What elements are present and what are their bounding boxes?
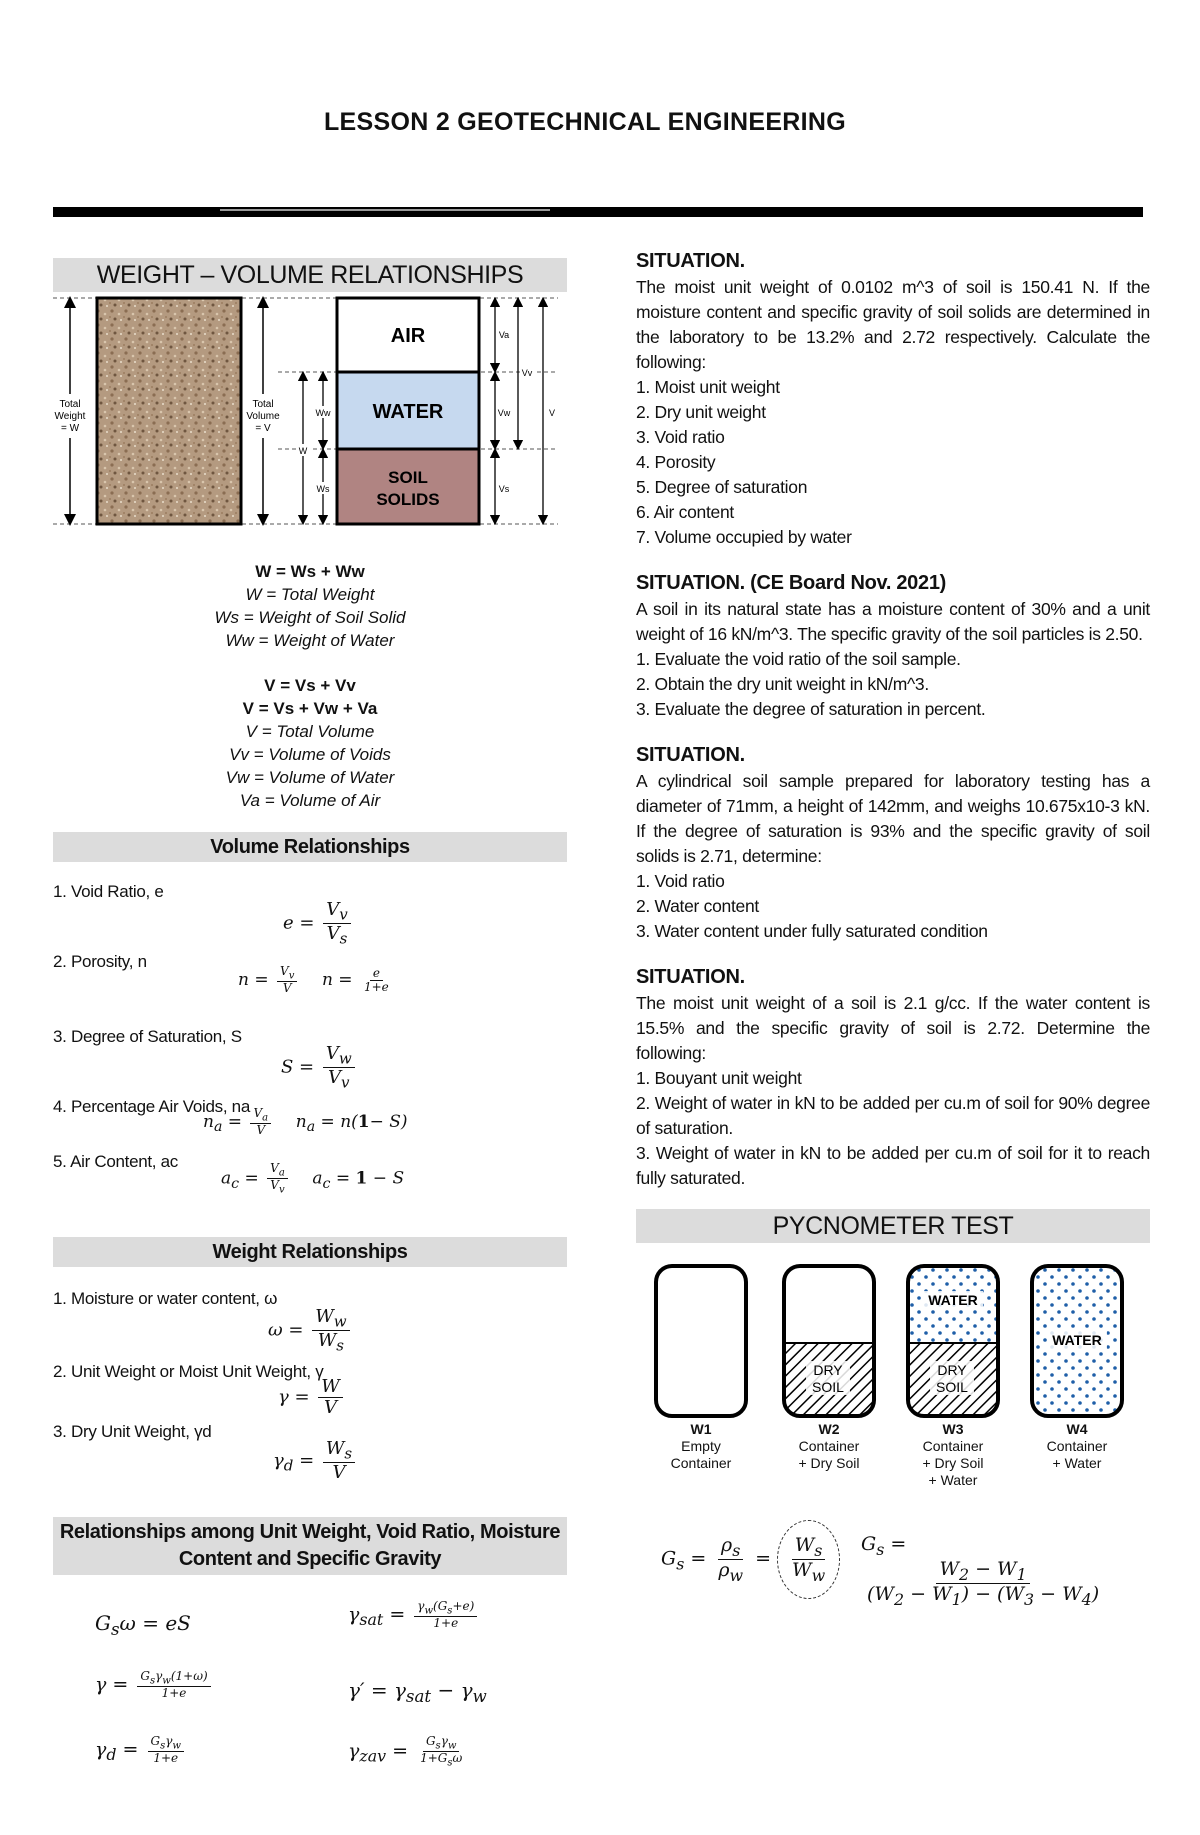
- weight-formulas: [53, 560, 567, 652]
- moist-unit-weight-formula: γ = $\frac{G_s\gamma_w(1+\omega)}{1+e}$: [95, 1670, 214, 1701]
- jar-label: W4 Container + Water: [1046, 1421, 1108, 1471]
- question-item: 6. Air content: [636, 502, 734, 522]
- zero-air-voids-formula: $\gamma_{zav}$ = $\frac{G_s\gamma_w}{1+G_s\omega}$: [348, 1734, 463, 1769]
- header-divider: [53, 207, 1143, 217]
- svg-text:SOIL: SOIL: [388, 468, 428, 487]
- svg-text:SOIL: SOIL: [812, 1379, 844, 1395]
- list-item: 5. Air Content, ac: [53, 1152, 179, 1171]
- situation-heading: SITUATION.: [636, 744, 745, 766]
- pycnometer-figure: [636, 1253, 1150, 1498]
- question-item: 3. Water content under fully saturated condition: [636, 921, 988, 941]
- saturated-unit-weight-formula: $\gamma_{sat}$ = $\frac{\gamma_w(G_s+e)}{1+e}$: [348, 1600, 480, 1631]
- svg-text:SOIL: SOIL: [936, 1379, 968, 1395]
- jar-label: W3 Container + Dry Soil + Water: [922, 1421, 984, 1488]
- list-item: 3. Degree of Saturation, S: [53, 1027, 242, 1046]
- svg-text:Weight: Weight: [54, 411, 86, 422]
- jar-label: W1 Empty Container: [670, 1421, 732, 1471]
- question-item: 2. Weight of water in kN to be added per cu.m of soil for 90% degree of saturation.: [636, 1093, 1150, 1138]
- svg-text:= V: = V: [255, 423, 271, 434]
- question-item: 4. Porosity: [636, 452, 716, 472]
- svg-text:WATER: WATER: [1052, 1332, 1102, 1348]
- buoyant-unit-weight-formula: $\gamma' = \gamma_{sat} - \gamma_w$: [348, 1678, 487, 1706]
- svg-text:Vs: Vs: [498, 484, 510, 494]
- pycnometer-jars: [636, 1253, 1150, 1433]
- list-item: 1. Moisture or water content, ω: [53, 1289, 278, 1308]
- question-item: 1. Void ratio: [636, 871, 725, 891]
- question-item: 5. Degree of saturation: [636, 477, 808, 497]
- situation-block: [636, 250, 1150, 550]
- soil-sample-photo: [97, 298, 241, 524]
- question-item: 1. Evaluate the void ratio of the soil sample.: [636, 649, 961, 669]
- svg-text:DRY: DRY: [937, 1362, 967, 1378]
- formula-definition: V = Total Volume: [245, 722, 375, 741]
- svg-text:DRY: DRY: [813, 1362, 843, 1378]
- dry-unit-weight-formula: $\gamma_d$ = $\frac{W_s}{V}$: [273, 1439, 358, 1483]
- list-item: 1. Void Ratio, e: [53, 882, 164, 901]
- question-item: 7. Volume occupied by water: [636, 527, 852, 547]
- question-item: 3. Void ratio: [636, 427, 725, 447]
- section-title-weight-relationships: Weight Relationships: [53, 1237, 567, 1267]
- situation-heading: SITUATION. (CE Board Nov. 2021): [636, 572, 947, 594]
- svg-text:Total: Total: [252, 399, 274, 410]
- svg-text:= W: = W: [60, 423, 80, 434]
- question-item: 2. Water content: [636, 896, 759, 916]
- volume-sum-formula: V = Vs + Vv: [264, 676, 356, 695]
- dry-unit-weight-gs-formula: $\gamma_d$ = $\frac{G_s\gamma_w}{1+e}$: [95, 1735, 187, 1766]
- question-item: 3. Weight of water in kN to be added per cu.m of soil for it to reach fully saturated.: [636, 1143, 1150, 1188]
- situation-text: A cylindrical soil sample prepared for laboratory testing has a diameter of 71mm, a height of 142mm, and weighs 10.675x10-3 kN. If the degree of saturation is 93% and the specific gravity of soil solids is 2.71, determine:: [636, 771, 1150, 866]
- section-title-weight-volume: WEIGHT – VOLUME RELATIONSHIPS: [53, 258, 567, 292]
- unit-weight-relationships: [53, 1575, 567, 1780]
- specific-gravity-formulas: [636, 1498, 1150, 1608]
- svg-text:WATER: WATER: [372, 401, 444, 423]
- list-item: 2. Porosity, n: [53, 952, 147, 971]
- section-title-unit-weight-relationships: [53, 1517, 567, 1575]
- formula-definition: W = Total Weight: [245, 585, 375, 604]
- question-item: 3. Evaluate the degree of saturation in percent.: [636, 699, 986, 719]
- unit-weight-formula: γ = $\frac{W}{V}$: [278, 1377, 346, 1418]
- page-title: LESSON 2 GEOTECHNICAL ENGINEERING: [323, 108, 846, 136]
- section-title-line: Content and Specific Gravity: [178, 1548, 442, 1570]
- svg-text:Vw: Vw: [497, 408, 511, 418]
- situation-block: [636, 966, 1150, 1191]
- gs-pycnometer-formula: $G_s$ = $\frac{W_2 - W_1}{(W_2 - W_1) - (W_3 - W_4)}$: [861, 1533, 1100, 1609]
- svg-text:Total: Total: [59, 399, 81, 410]
- svg-text:WATER: WATER: [928, 1292, 978, 1308]
- list-item: 2. Unit Weight or Moist Unit Weight, γ: [53, 1362, 324, 1381]
- svg-text:Ws: Ws: [316, 484, 330, 494]
- section-title-volume-relationships: Volume Relationships: [53, 832, 567, 862]
- svg-text:AIR: AIR: [390, 325, 426, 347]
- gs-omega-formula: $G_s\omega$ = eS: [95, 1611, 191, 1639]
- section-title-line: Relationships among Unit Weight, Void Ratio, Moisture: [59, 1521, 561, 1543]
- svg-text:Volume: Volume: [246, 411, 280, 422]
- list-item: 3. Dry Unit Weight, γd: [53, 1422, 212, 1441]
- volume-relationships-list: [53, 862, 567, 1237]
- svg-text:Ww: Ww: [315, 408, 331, 418]
- gs-density-formula: $G_s$ = $\frac{\rho_s}{\rho_w}$ = $\frac{W_s}{W_w}$: [661, 1520, 840, 1599]
- question-item: 2. Dry unit weight: [636, 402, 766, 422]
- list-item: 4. Percentage Air Voids, na: [53, 1097, 250, 1116]
- section-title-pycnometer: PYCNOMETER TEST: [636, 1209, 1150, 1243]
- water-content-formula: ω = $\frac{W_w}{W_s}$: [268, 1307, 353, 1354]
- svg-text:V: V: [548, 408, 556, 418]
- jar-label: W2 Container + Dry Soil: [798, 1421, 860, 1471]
- weight-relationships-list: [53, 1267, 567, 1517]
- empty-jar: [656, 1266, 746, 1416]
- question-item: 1. Bouyant unit weight: [636, 1068, 802, 1088]
- formula-definition: Ws = Weight of Soil Solid: [214, 608, 406, 627]
- situation-text: The moist unit weight of a soil is 2.1 g/cc. If the water content is 15.5% and the specific gravity of soil is 2.72. Determine the following:: [636, 993, 1150, 1063]
- situation-heading: SITUATION.: [636, 250, 745, 272]
- svg-text:W: W: [298, 446, 308, 456]
- svg-text:Vv: Vv: [521, 368, 533, 378]
- situation-heading: SITUATION.: [636, 966, 745, 988]
- question-item: 2. Obtain the dry unit weight in kN/m^3.: [636, 674, 929, 694]
- formula-definition: Vv = Volume of Voids: [229, 745, 391, 764]
- air-voids-formula: $n_a$ = $\frac{V_a}{V}$ $n_a = n(1- S)$: [203, 1106, 408, 1138]
- volume-formulas: [53, 674, 567, 812]
- air-content-formula: $a_c$ = $\frac{V_a}{V_v}$ $a_c = 1 - S$: [221, 1161, 405, 1196]
- situation-text: The moist unit weight of 0.0102 m^3 of soil is 150.41 N. If the moisture content and specific gravity of soil solids are determined in the laboratory to be 13.2% and 2.72 respectively. Calculate the following:: [636, 277, 1150, 372]
- svg-text:SOLIDS: SOLIDS: [376, 490, 440, 509]
- saturation-formula: S = $\frac{V_w}{V_v}$: [281, 1044, 358, 1091]
- question-item: 1. Moist unit weight: [636, 377, 780, 397]
- void-ratio-formula: e = $\frac{V_v}{V_s}$: [283, 900, 354, 947]
- left-column: [53, 258, 567, 1780]
- phase-diagram: [53, 294, 567, 534]
- volume-sum-formula-expanded: V = Vs + Vw + Va: [242, 699, 378, 718]
- situation-block: [636, 744, 1150, 944]
- right-column: [636, 250, 1150, 1608]
- situation-text: A soil in its natural state has a moisture content of 30% and a unit weight of 16 kN/m^3. The specific gravity of the soil particles is 2.50.: [636, 599, 1150, 644]
- formula-definition: Vw = Volume of Water: [225, 768, 395, 787]
- situation-block: [636, 572, 1150, 722]
- header-divider-highlight: [220, 209, 550, 211]
- porosity-formula: n = $\frac{V_v}{V}$ n = $\frac{e}{1+e}$: [238, 964, 389, 996]
- svg-text:Va: Va: [498, 330, 510, 340]
- formula-definition: Va = Volume of Air: [239, 791, 381, 810]
- weight-sum-formula: W = Ws + Ww: [255, 562, 365, 581]
- formula-definition: Ww = Weight of Water: [225, 631, 395, 650]
